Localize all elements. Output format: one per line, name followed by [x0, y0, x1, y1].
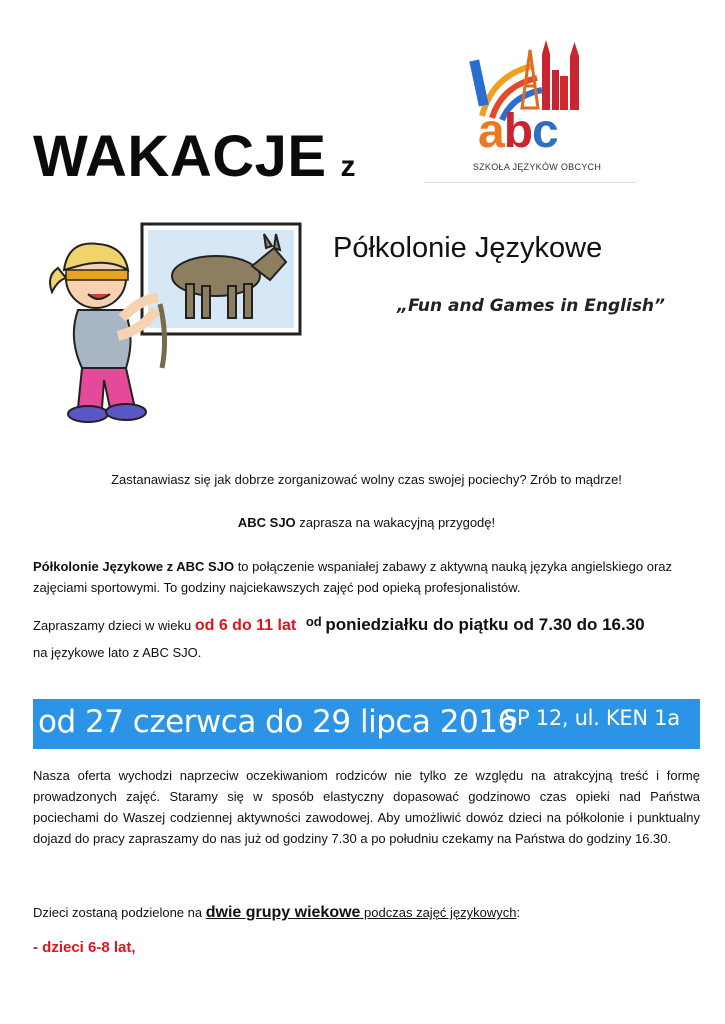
logo-letter-c: c	[532, 105, 558, 158]
groups-sentence	[33, 902, 700, 923]
age-suffix: na językowe lato z ABC SJO.	[33, 645, 202, 660]
age-schedule	[33, 610, 713, 638]
intro-description	[33, 556, 700, 598]
page-title	[33, 124, 357, 189]
child-donkey-illustration	[38, 218, 308, 428]
tagline: „Fun and Games in English”	[397, 296, 665, 316]
intro-question: Zastanawiasz się jak dobrze zorganizować wolny czas swojej pociechy? Zrób to mądrze!	[111, 472, 622, 487]
title-suffix: z	[340, 150, 357, 183]
age-prefix: Zapraszamy dzieci w wieku	[33, 618, 195, 633]
age-range: od 6 do 11 lat	[194, 617, 297, 634]
schedule: poniedziałku do piątku od 7.30 do 16.30	[325, 615, 645, 634]
intro-invite	[33, 512, 700, 533]
logo-tagline: SZKOŁA JĘZYKÓW OBCYCH	[472, 162, 602, 172]
first-group: - dzieci 6-8 lat,	[33, 939, 136, 956]
banner-location: SP 12, ul. KEN 1a	[504, 706, 680, 730]
invite-brand: ABC SJO	[237, 515, 296, 530]
logo-underline	[424, 182, 636, 183]
banner-dates: od 27 czerwca do 29 lipca 2016	[38, 704, 517, 740]
age-od: od	[305, 614, 322, 629]
groups-prefix: Dzieci zostaną podzielone na	[33, 905, 206, 920]
logo-letter-b: b	[503, 105, 533, 158]
offer-paragraph: Nasza oferta wychodzi naprzeciw oczekiwaniom rodziców nie tylko ze względu na atrakcyjną treść i formę prowadzonych zajęć. Staramy się w sposób elastyczny dopasować godzinowo czas opieki nad Państwa pociechami do Waszej codziennej aktywności zawodowej. Aby umożliwić dowóz dzieci na półkolonie i punktualny dojazd do pracy zapraszamy do nas już od godziny 7.30 a po południu czekamy na Państwa do godziny 16.30.	[33, 768, 700, 846]
groups-emphasis: dwie grupy wiekowe	[205, 904, 361, 921]
description-text: to połączenie wspaniałej zabawy z aktywną nauką języka angielskiego oraz zajęciami sportowymi. To godziny najciekawszych zajęć pod opieką profesjonalistów.	[33, 559, 672, 595]
subtitle: Półkolonie Językowe	[333, 232, 603, 264]
groups-suffix: podczas zajęć językowych	[360, 905, 517, 920]
description-brand: Półkolonie Językowe z ABC SJO	[33, 559, 235, 574]
logo-letter-a: a	[478, 105, 504, 158]
title-text: WAKACJE	[33, 124, 327, 189]
groups-colon: :	[516, 905, 521, 920]
logo-letters	[478, 105, 558, 158]
invite-text: zaprasza na wakacyjną przygodę!	[295, 515, 496, 530]
